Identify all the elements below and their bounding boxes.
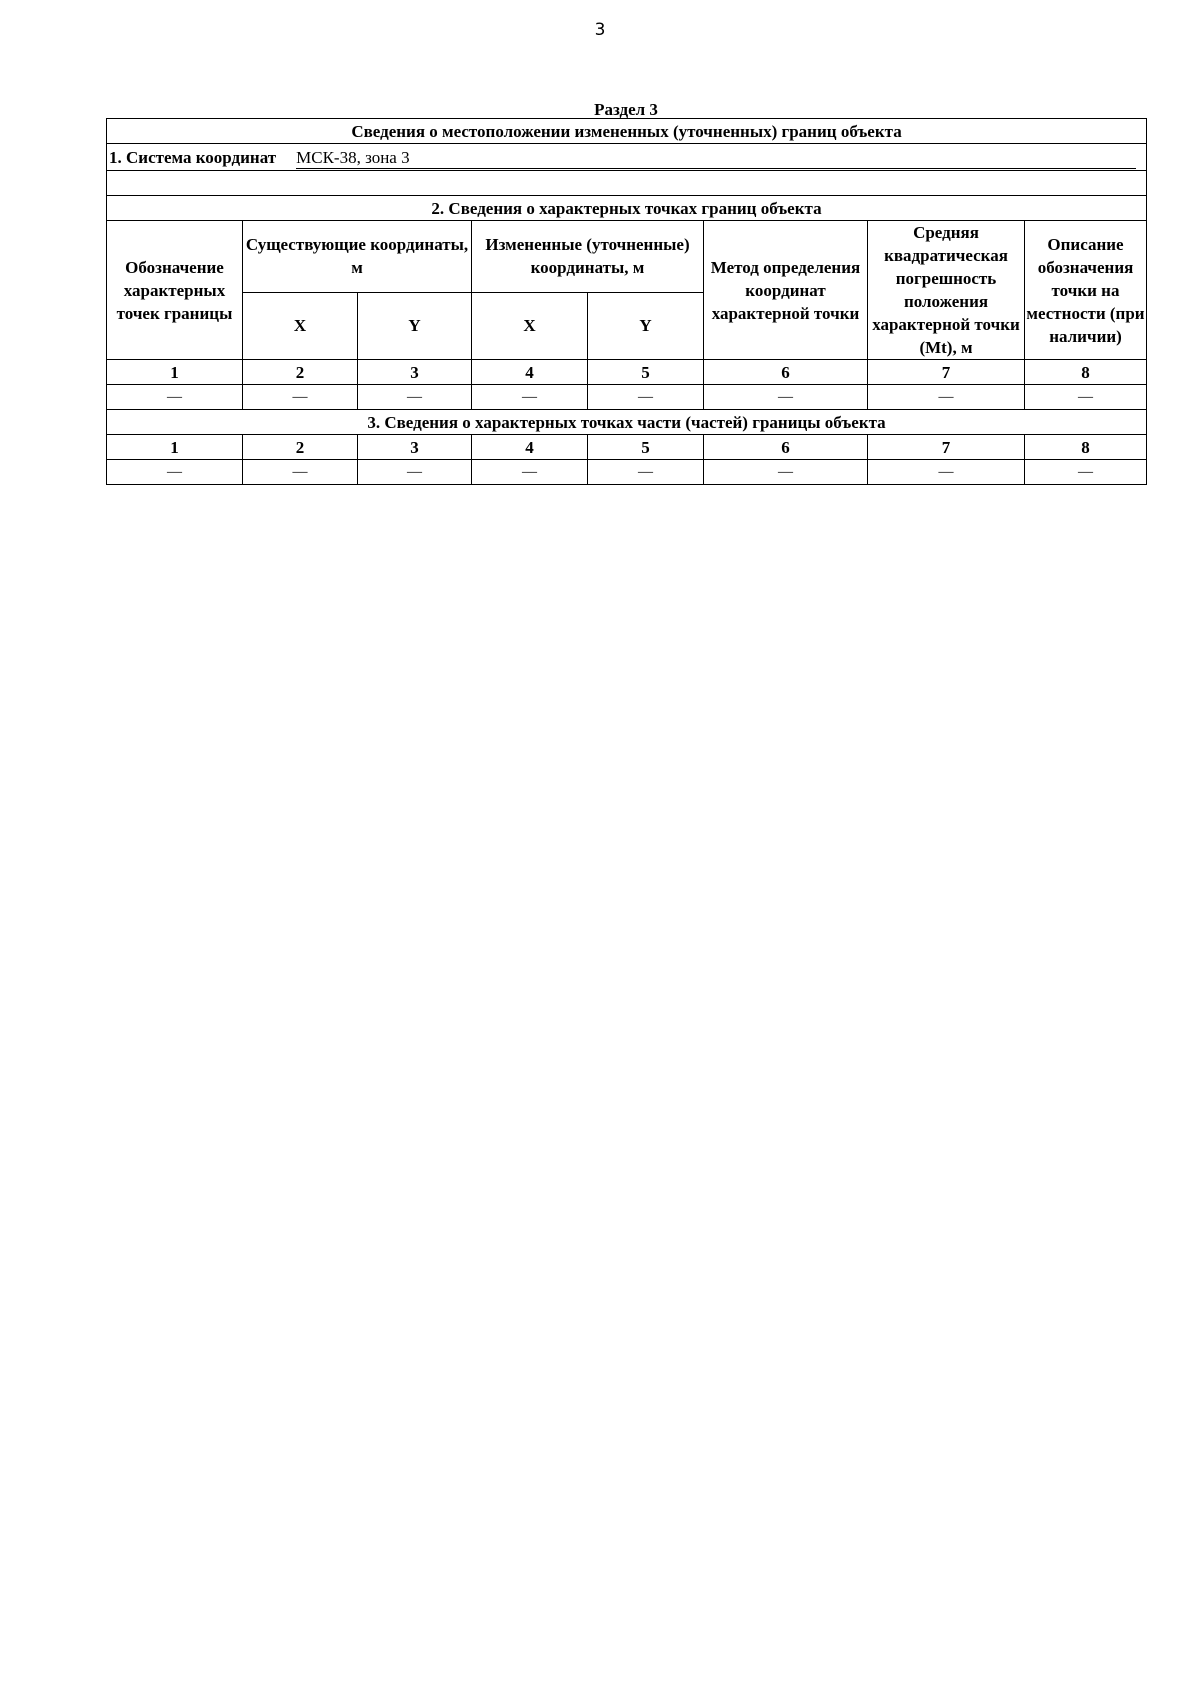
page-number: 3 <box>594 20 606 40</box>
part-points-heading-row <box>107 410 1147 435</box>
section-title: Раздел 3 <box>594 100 658 119</box>
column-number: 2 <box>243 360 358 385</box>
column-number: 5 <box>588 360 704 385</box>
table-row <box>107 385 1147 410</box>
boundary-points-heading: 2. Сведения о характерных точках границ объекта <box>107 196 1147 221</box>
table-row <box>107 460 1147 485</box>
table-cell: — <box>472 385 588 410</box>
col-changed-x: X <box>472 292 588 360</box>
column-number: 7 <box>868 435 1025 460</box>
column-number: 6 <box>704 435 868 460</box>
part-points-heading: 3. Сведения о характерных точках части (частей) границы объекта <box>107 410 1147 435</box>
column-number: 1 <box>107 360 243 385</box>
coordinate-system-row <box>107 144 1147 171</box>
column-number: 8 <box>1025 435 1147 460</box>
column-number: 1 <box>107 435 243 460</box>
column-number: 6 <box>704 360 868 385</box>
column-number-row <box>107 360 1147 385</box>
col-changed-y: Y <box>588 292 704 360</box>
table-cell: — <box>358 460 472 485</box>
table-cell: — <box>868 460 1025 485</box>
table-cell: — <box>704 460 868 485</box>
table-cell: — <box>107 460 243 485</box>
col-existing-y: Y <box>358 292 472 360</box>
col-existing-header: Существующие координаты, м <box>243 221 472 293</box>
col-designation-header: Обозначение характерных точек границы <box>107 221 243 360</box>
table-cell: — <box>107 385 243 410</box>
table-cell: — <box>588 385 704 410</box>
column-number: 3 <box>358 360 472 385</box>
column-header-row <box>107 221 1147 293</box>
main-heading-row <box>107 119 1147 144</box>
table-cell: — <box>704 385 868 410</box>
column-number: 3 <box>358 435 472 460</box>
coordinate-system-label: 1. Система координат <box>109 147 277 167</box>
column-number: 4 <box>472 435 588 460</box>
part-column-number-row <box>107 435 1147 460</box>
coordinate-system-value: МСК-38, зона 3 <box>296 148 1136 169</box>
table-cell: — <box>358 385 472 410</box>
table-cell: — <box>243 385 358 410</box>
column-number: 5 <box>588 435 704 460</box>
boundary-table <box>106 118 1147 485</box>
column-number: 7 <box>868 360 1025 385</box>
column-number: 4 <box>472 360 588 385</box>
col-existing-x: X <box>243 292 358 360</box>
col-error-header: Средняя квадратическая погрешность положения характерной точки (Mt), м <box>868 221 1025 360</box>
table-cell: — <box>472 460 588 485</box>
table-cell: — <box>243 460 358 485</box>
table-cell: — <box>1025 385 1147 410</box>
table-cell: — <box>868 385 1025 410</box>
col-method-header: Метод определения координат характерной точки <box>704 221 868 360</box>
table-cell: — <box>1025 460 1147 485</box>
col-changed-header: Измененные (уточненные) координаты, м <box>472 221 704 293</box>
col-description-header: Описание обозначения точки на местности (при наличии) <box>1025 221 1147 360</box>
table-cell: — <box>588 460 704 485</box>
boundary-points-heading-row <box>107 196 1147 221</box>
main-heading: Сведения о местоположении измененных (уточненных) границ объекта <box>107 119 1147 144</box>
column-number: 2 <box>243 435 358 460</box>
blank-row <box>107 171 1147 196</box>
column-number: 8 <box>1025 360 1147 385</box>
